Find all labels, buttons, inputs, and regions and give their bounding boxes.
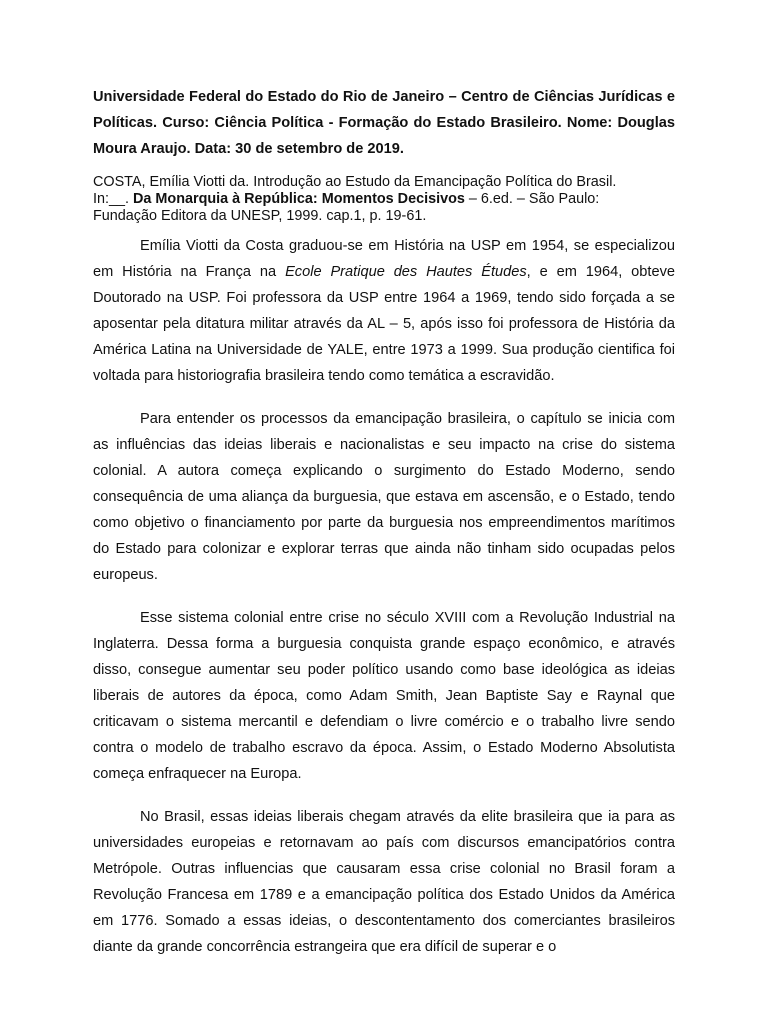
paragraph-emancipation-intro: Para entender os processos da emancipação brasileira, o capítulo se inicia com as influências das ideias liberais e nacionalistas e seu impacto na crise do sistema colonial. A autora começa explicando o surgimento do Estado Moderno, sendo consequência de uma aliança da burguesia, que estava em ascensão, e o Estado, tendo como objetivo o financiamento por parte da burguesia nos empreendimentos marítimos do Estado para colonizar e explorar terras que ainda não tinham sido ocupadas pelos europeus.: [93, 411, 675, 583]
document-page: [93, 84, 675, 977]
paragraph-brazil-ideas: No Brasil, essas ideias liberais chegam através da elite brasileira que ia para as universidades europeias e retornavam ao país com discursos emancipatórios contra Metrópole. Outras influencias que causaram essa crise colonial no Brasil foram a Revolução Francesa em 1789 e a emancipação política dos Estado Unidos da América em 1776. Somado a essas ideias, o descontentamento dos comerciantes brasileiros diante da grande concorrência estrangeira que era difícil de superar e o: [93, 809, 675, 955]
reference-line-2: [93, 191, 675, 208]
document-header: [93, 84, 675, 162]
p1-text-after: , e em 1964, obteve Doutorado na USP. Foi professora da USP entre 1964 a 1969, tendo sido forçada a se aposentar pela ditatura militar através da AL – 5, após isso foi professora de História da América Latina na Universidade de YALE, entre 1973 a 1999. Sua produção cientifica foi voltada para historiografia brasileira tendo como temática a escravidão.: [93, 264, 675, 384]
header-course: Curso: Ciência Política - Formação do Estado Brasileiro.: [162, 115, 567, 131]
header-author-date: Nome: Douglas Moura Araujo. Data: 30 de setembro de 2019.: [93, 115, 676, 157]
paragraph-colonial-crisis: Esse sistema colonial entre crise no século XVIII com a Revolução Industrial na Inglaterra. Dessa forma a burguesia conquista grande espaço econômico, e através disso, consegue aumentar seu poder político usando como base ideológica as ideias liberais de autores da época, como Adam Smith, Jean Baptiste Say e Raynal que criticavam o sistema mercantil e defendiam o livre comércio e o trabalho livre sendo contra o modelo de trabalho escravo da época. Assim, o Estado Moderno Absolutista começa enfraquecer na Europa.: [93, 610, 675, 782]
bibliographic-reference: [93, 174, 675, 225]
p1-italic-school: Ecole Pratique des Hautes Études: [285, 264, 527, 280]
reference-line-3: Fundação Editora da UNESP, 1999. cap.1, p. 19-61.: [93, 208, 427, 224]
reference-book-title: Da Monarquia à República: Momentos Decisivos: [133, 191, 465, 207]
reference-edition: – 6.ed. – São Paulo:: [464, 191, 600, 207]
p1-text-before: Emília Viotti da Costa graduou-se em História na USP em 1954, se especializou em História na França na: [93, 238, 675, 280]
reference-in: In:__.: [93, 191, 134, 207]
header-institution: Universidade Federal do Estado do Rio de Janeiro – Centro de Ciências Jurídicas e Políticas.: [93, 89, 675, 131]
paragraph-author-bio: [93, 233, 675, 389]
reference-line-1: COSTA, Emília Viotti da. Introdução ao Estudo da Emancipação Política do Brasil.: [93, 174, 617, 190]
